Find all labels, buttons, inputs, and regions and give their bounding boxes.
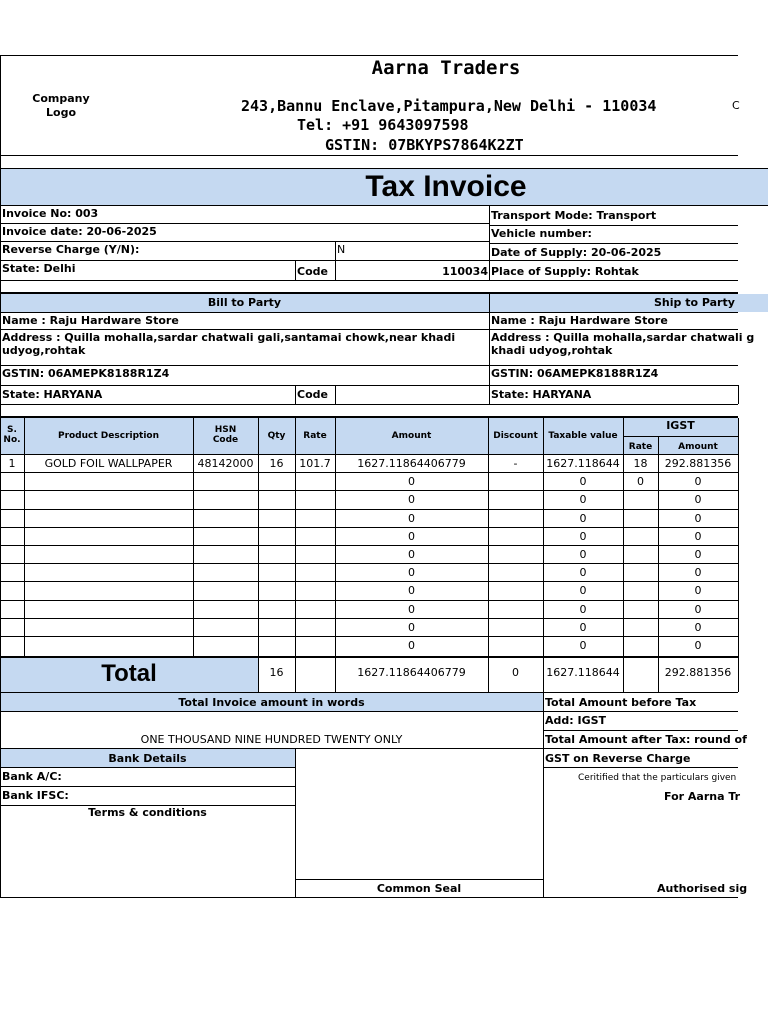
cell-qty [258, 491, 295, 509]
rule [0, 767, 295, 768]
cell-hsn [193, 473, 258, 491]
cell-igst-rate [623, 564, 658, 582]
gst-reverse-charge: GST on Reverse Charge [545, 752, 691, 765]
cell-hsn: 48142000 [197, 457, 254, 470]
cell-amount: 0 [408, 639, 415, 652]
company-address: 243,Bannu Enclave,Pitampura,New Delhi - 110034 [241, 97, 657, 115]
cell-igst-amount: 0 [694, 639, 702, 652]
cell-amount: 0 [408, 548, 415, 561]
col-igst-amount: Amount [678, 442, 718, 452]
rule [489, 225, 738, 226]
bank-heading: Bank Details [108, 752, 187, 765]
cell-product [24, 564, 193, 582]
cell-igst-rate [623, 510, 658, 528]
cell-igst-amount: 0 [694, 603, 702, 616]
rule [0, 711, 738, 712]
col-sno-2: No. [3, 435, 21, 445]
invoice-date: Invoice date: 20-06-2025 [2, 225, 157, 238]
cell-igst-amount: 0 [694, 475, 702, 488]
for-company: For Aarna Tr [664, 790, 741, 803]
words-heading: Total Invoice amount in words [178, 696, 365, 709]
cell-taxable: 0 [579, 566, 587, 579]
ship-to-address-2: khadi udyog,rohtak [491, 344, 613, 357]
cell-rate [295, 564, 335, 582]
common-seal: Common Seal [376, 882, 462, 895]
cell-rate [295, 473, 335, 491]
rule [0, 786, 295, 787]
header-divider [0, 155, 738, 156]
col-amount: Amount [391, 431, 432, 441]
rule [193, 418, 194, 656]
cell-amount: 0 [408, 584, 415, 597]
ship-to-name: Name : Raju Hardware Store [491, 314, 668, 327]
ship-to-state: State: HARYANA [491, 388, 592, 401]
cell-amount: 0 [408, 603, 415, 616]
rule [335, 418, 336, 692]
cell-igst-amount: 0 [694, 566, 702, 579]
place-of-supply: Place of Supply: Rohtak [491, 265, 639, 278]
code-label: Code [297, 265, 328, 278]
words-value: ONE THOUSAND NINE HUNDRED TWENTY ONLY [140, 733, 403, 746]
cell-rate [295, 491, 335, 509]
cell-taxable: 0 [579, 584, 587, 597]
cell-discount [488, 528, 543, 546]
cell-igst-rate [623, 601, 658, 619]
cell-rate [295, 582, 335, 600]
rule [738, 385, 739, 404]
cell-amount: 0 [408, 475, 415, 488]
cell-igst-amount: 0 [694, 621, 702, 634]
cell-taxable: 0 [579, 621, 587, 634]
cell-hsn [193, 601, 258, 619]
cell-discount [488, 637, 543, 655]
bill-to-address-1: Address : Quilla mohalla,sardar chatwali gali,santamai chowk,near khadi [2, 331, 456, 344]
company-logo-label-2: Logo [46, 106, 76, 119]
cell-rate [295, 637, 335, 655]
cell-sno [0, 637, 24, 655]
cell-taxable: 0 [579, 530, 587, 543]
cell-product [24, 619, 193, 637]
rule [295, 879, 543, 880]
rule [623, 418, 624, 692]
rule [0, 260, 738, 261]
col-igst: IGST [666, 419, 695, 432]
cell-sno [0, 473, 24, 491]
cell-discount [488, 582, 543, 600]
total-label: Total [101, 660, 157, 687]
cell-hsn [193, 619, 258, 637]
bill-to-code-label: Code [297, 388, 328, 401]
cell-taxable: 0 [579, 493, 587, 506]
cell-igst-rate [623, 546, 658, 564]
cell-amount: 0 [408, 512, 415, 525]
top-border [0, 55, 738, 56]
invoice-title: Tax Invoice [365, 170, 527, 203]
reverse-charge-label: Reverse Charge (Y/N): [2, 243, 140, 256]
cell-igst-rate: 0 [637, 475, 644, 488]
cell-product [24, 546, 193, 564]
cell-hsn [193, 528, 258, 546]
cell-rate [295, 546, 335, 564]
cell-qty [258, 601, 295, 619]
cell-discount [488, 546, 543, 564]
reverse-charge-value: N [337, 243, 346, 256]
ship-to-heading: Ship to Party [654, 296, 735, 309]
total-qty: 16 [269, 666, 284, 679]
transport-mode: Transport Mode: Transport [491, 209, 657, 222]
col-rate: Rate [303, 431, 327, 441]
cell-sno [0, 510, 24, 528]
cell-igst-rate [623, 619, 658, 637]
cell-product [24, 510, 193, 528]
cell-igst-amount: 292.881356 [664, 457, 732, 470]
cell-taxable: 0 [579, 548, 587, 561]
cell-product [24, 637, 193, 655]
rule [623, 436, 738, 437]
cell-igst-rate [623, 637, 658, 655]
rule [0, 241, 489, 242]
code-value: 110034 [442, 265, 488, 278]
rule [295, 749, 296, 897]
bill-to-gstin: GSTIN: 06AMEPK8188R1Z4 [2, 367, 170, 380]
cell-taxable: 0 [579, 512, 587, 525]
col-taxable: Taxable value [548, 431, 618, 441]
cell-discount [488, 564, 543, 582]
vehicle-number: Vehicle number: [491, 227, 592, 240]
cell-discount [488, 601, 543, 619]
bank-ifsc: Bank IFSC: [2, 789, 69, 802]
certified-text: Ceritified that the particulars given [578, 773, 737, 783]
col-qty: Qty [267, 431, 286, 441]
rule [0, 280, 738, 281]
company-tel: Tel: +91 9643097598 [297, 116, 469, 134]
cell-taxable: 0 [579, 475, 587, 488]
cell-taxable: 1627.118644 [546, 457, 620, 470]
rule [543, 767, 738, 768]
cell-qty: 16 [269, 457, 284, 470]
bill-to-state: State: HARYANA [2, 388, 103, 401]
cell-sno [0, 564, 24, 582]
cell-rate [295, 528, 335, 546]
cell-qty [258, 510, 295, 528]
cell-amount: 0 [408, 493, 415, 506]
cell-product: GOLD FOIL WALLPAPER [44, 457, 173, 470]
cell-amount: 0 [408, 530, 415, 543]
company-edge-char: C [732, 99, 740, 112]
cell-taxable: 0 [579, 603, 587, 616]
invoice-number: Invoice No: 003 [2, 207, 99, 220]
col-sno-1: S. [7, 425, 17, 435]
cell-discount [488, 491, 543, 509]
cell-igst-amount: 0 [694, 512, 702, 525]
cell-hsn [193, 510, 258, 528]
cell-igst-rate [623, 582, 658, 600]
rule [0, 223, 489, 224]
cell-rate: 101.7 [299, 457, 331, 470]
total-before-tax: Total Amount before Tax [545, 696, 697, 709]
rule [335, 385, 336, 404]
rule [24, 418, 25, 656]
col-discount: Discount [493, 431, 538, 441]
rule [0, 329, 738, 330]
cell-igst-amount: 0 [694, 584, 702, 597]
bill-to-name: Name : Raju Hardware Store [2, 314, 179, 327]
rule [543, 730, 738, 731]
cell-product [24, 473, 193, 491]
rule [0, 897, 738, 898]
cell-sno [0, 582, 24, 600]
cell-discount [488, 473, 543, 491]
cell-qty [258, 582, 295, 600]
rule [0, 55, 1, 897]
cell-sno [0, 528, 24, 546]
rule [543, 693, 544, 897]
cell-sno: 1 [8, 457, 16, 470]
cell-hsn [193, 637, 258, 655]
bill-to-heading: Bill to Party [207, 296, 282, 309]
cell-product [24, 528, 193, 546]
total-igst-amount: 292.881356 [664, 666, 732, 679]
state-label: State: Delhi [2, 262, 76, 275]
cell-qty [258, 528, 295, 546]
cell-hsn [193, 582, 258, 600]
cell-amount: 0 [408, 621, 415, 634]
add-igst: Add: IGST [545, 714, 607, 727]
cell-discount: - [513, 457, 518, 470]
cell-hsn [193, 491, 258, 509]
cell-sno [0, 491, 24, 509]
cell-sno [0, 601, 24, 619]
col-hsn-2: Code [212, 435, 239, 445]
terms-heading: Terms & conditions [88, 806, 207, 819]
cell-product [24, 582, 193, 600]
rule [489, 292, 490, 404]
cell-qty [258, 546, 295, 564]
cell-product [24, 601, 193, 619]
cell-igst-amount: 0 [694, 530, 702, 543]
cell-igst-rate [623, 491, 658, 509]
rule [295, 385, 296, 404]
cell-discount [488, 510, 543, 528]
cell-taxable: 0 [579, 639, 587, 652]
cell-rate [295, 510, 335, 528]
rule [0, 312, 738, 313]
rule [738, 418, 739, 692]
ship-to-address-1: Address : Quilla mohalla,sardar chatwali g [491, 331, 755, 344]
cell-hsn [193, 564, 258, 582]
cell-igst-rate [623, 528, 658, 546]
col-hsn-1: HSN [214, 425, 237, 435]
rule [295, 260, 296, 280]
cell-sno [0, 546, 24, 564]
rule [0, 365, 738, 366]
rule [489, 385, 738, 386]
cell-rate [295, 619, 335, 637]
bill-to-address-2: udyog,rohtak [2, 344, 86, 357]
rule [658, 436, 659, 692]
cell-igst-amount: 0 [694, 548, 702, 561]
cell-qty [258, 637, 295, 655]
rule [488, 418, 489, 692]
total-after-tax: Total Amount after Tax: round of [545, 733, 747, 746]
ship-to-gstin: GSTIN: 06AMEPK8188R1Z4 [491, 367, 659, 380]
rule [489, 206, 490, 280]
cell-qty [258, 473, 295, 491]
cell-amount: 0 [408, 566, 415, 579]
rule [0, 385, 489, 386]
rule [0, 404, 738, 405]
total-amount: 1627.11864406779 [357, 666, 466, 679]
cell-qty [258, 619, 295, 637]
col-igst-rate: Rate [628, 442, 653, 452]
rule [295, 418, 296, 692]
total-taxable: 1627.118644 [546, 666, 620, 679]
cell-sno [0, 619, 24, 637]
rule [258, 418, 259, 692]
cell-qty [258, 564, 295, 582]
company-name: Aarna Traders [371, 57, 521, 79]
company-logo-label-1: Company [32, 92, 90, 105]
cell-amount: 1627.11864406779 [357, 457, 466, 470]
col-product: Product Description [57, 431, 160, 441]
rule [489, 243, 738, 244]
total-discount: 0 [512, 666, 519, 679]
cell-igst-rate: 18 [633, 457, 648, 470]
cell-igst-amount: 0 [694, 493, 702, 506]
authorised-signatory: Authorised sig [657, 882, 748, 895]
company-gstin: GSTIN: 07BKYPS7864K2ZT [325, 136, 524, 154]
date-of-supply: Date of Supply: 20-06-2025 [491, 246, 662, 259]
cell-rate [295, 601, 335, 619]
cell-discount [488, 619, 543, 637]
rule [543, 418, 544, 692]
rule [335, 241, 336, 280]
cell-hsn [193, 546, 258, 564]
bank-ac: Bank A/C: [2, 770, 62, 783]
cell-product [24, 491, 193, 509]
